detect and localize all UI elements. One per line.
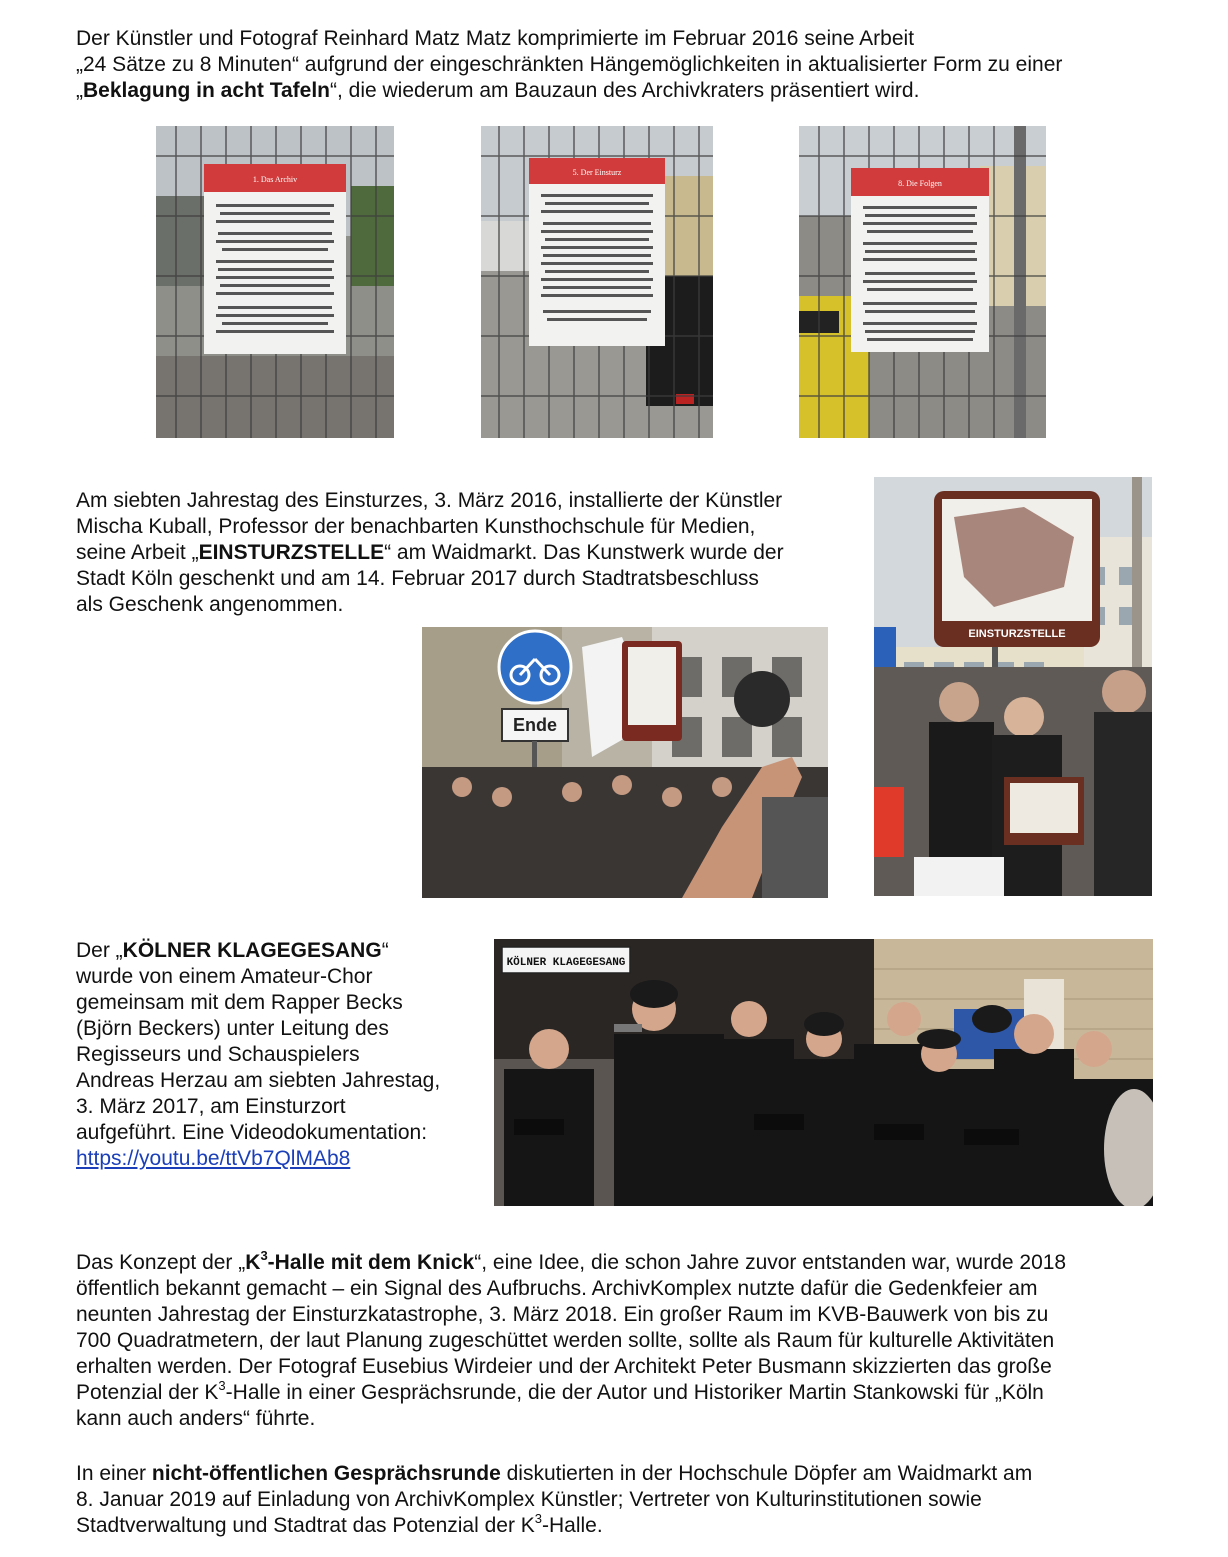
text-line: gemeinsam mit dem Rapper Becks: [76, 991, 403, 1014]
text-line: öffentlich bekannt gemacht – ein Signal des Aufbruchs. ArchivKomplex nutzte dafür die Gedenkfeier am: [76, 1277, 1038, 1300]
text-line: 700 Quadratmetern, der laut Planung zugeschüttet werden sollte, sollte als Raum für kulturelle Aktivitäten: [76, 1329, 1055, 1352]
text-line: neunten Jahrestag der Einsturzkatastrophe, 3. März 2018. Ein großer Raum im KVB-Bauwerk von bis zu: [76, 1303, 1049, 1326]
text-line: Potenzial der $K^3$-Halle in einer Gesprächsrunde, die der Autor und Historiker Martin Stankowski für „Köln: [76, 1378, 1044, 1404]
text-line: erhalten werden. Der Fotograf Eusebius Wirdeier und der Architekt Peter Busmann skizzierten das große: [76, 1355, 1052, 1378]
sign-title: 8. Die Folgen: [898, 179, 942, 188]
text-line: In einer nicht-öffentlichen Gesprächsrunde diskutierten in der Hochschule Döpfer am Waidmarkt am: [76, 1462, 1033, 1485]
text-line: Regisseurs und Schauspielers: [76, 1043, 360, 1066]
video-link[interactable]: https://youtu.be/ttVb7QlMAb8: [76, 1147, 351, 1170]
text-line: als Geschenk angenommen.: [76, 593, 344, 616]
text-line: aufgeführt. Eine Videodokumentation:: [76, 1121, 428, 1144]
text-line: „24 Sätze zu 8 Minuten“ aufgrund der eingeschränkten Hängemöglichkeiten in aktualisierter Form zu einer: [76, 53, 1063, 76]
text-line: 3. März 2017, am Einsturzort: [76, 1095, 346, 1118]
paragraph-gespraechsrunde: [76, 1461, 1032, 1539]
sign-text: EINSTURZSTELLE: [968, 628, 1066, 640]
sign-title: 5. Der Einsturz: [572, 168, 622, 177]
photo-klagegesang-choir: [494, 939, 1153, 1206]
text-line: „Beklagung in acht Tafeln“, die wiederum am Bauzaun des Archivkraters präsentiert wird.: [76, 79, 920, 102]
bold-title: nicht-öffentlichen Gesprächsrunde: [151, 1462, 501, 1485]
bold-title: EINSTURZSTELLE: [198, 541, 385, 564]
bold-title: Beklagung in acht Tafeln: [83, 79, 330, 102]
text-line: Mischa Kuball, Professor der benachbarten Kunsthochschule für Medien,: [76, 515, 756, 538]
sign-title: 1. Das Archiv: [252, 175, 298, 184]
text-line: wurde von einem Amateur-Chor: [76, 965, 373, 988]
photo-fence-sign-archiv: [156, 126, 394, 438]
photo-fence-sign-einsturz: [481, 126, 713, 438]
bold-title: KÖLNER KLAGEGESANG: [122, 939, 382, 962]
photo-einsturzstelle-presentation: [874, 477, 1152, 896]
text-line: Das Konzept der $„K^3$-Halle mit dem Knick“, eine Idee, die schon Jahre zuvor entstanden war, wurde 2018: [76, 1248, 1067, 1274]
photo-fence-sign-folgen: [799, 126, 1046, 438]
paragraph-klagegesang: [76, 938, 440, 1172]
paragraph-k3-halle: [76, 1250, 1066, 1432]
text-line: 8. Januar 2019 auf Einladung von ArchivKomplex Künstler; Vertreter von Kulturinstitutionen sowie: [76, 1488, 982, 1511]
text-line: seine Arbeit „EINSTURZSTELLE“ am Waidmarkt. Das Kunstwerk wurde der: [76, 541, 784, 564]
bold-title: $K^3$-Halle mit dem Knick: [245, 1248, 475, 1274]
text-line: (Björn Beckers) unter Leitung des: [76, 1017, 389, 1040]
text-line: Stadtverwaltung und Stadtrat das Potenzial der $K^3$-Halle.: [76, 1511, 603, 1537]
text-line: Am siebten Jahrestag des Einsturzes, 3. März 2016, installierte der Künstler: [76, 489, 783, 512]
text-line: Der „KÖLNER KLAGEGESANG“: [76, 939, 389, 962]
paragraph-einsturzstelle: [76, 488, 784, 618]
text-line: Stadt Köln geschenkt und am 14. Februar 2017 durch Stadtratsbeschluss: [76, 567, 759, 590]
text-line: Andreas Herzau am siebten Jahrestag,: [76, 1069, 441, 1092]
paragraph-beklagung: [76, 26, 1062, 104]
sign-text: Ende: [512, 715, 558, 735]
text-line: kann auch anders“ führte.: [76, 1407, 316, 1430]
photo-einsturzstelle-crowd: [422, 627, 828, 898]
text-line: Der Künstler und Fotograf Reinhard Matz Matz komprimierte im Februar 2016 seine Arbeit: [76, 27, 915, 50]
sign-text: KÖLNER KLAGEGESANG: [506, 957, 626, 969]
